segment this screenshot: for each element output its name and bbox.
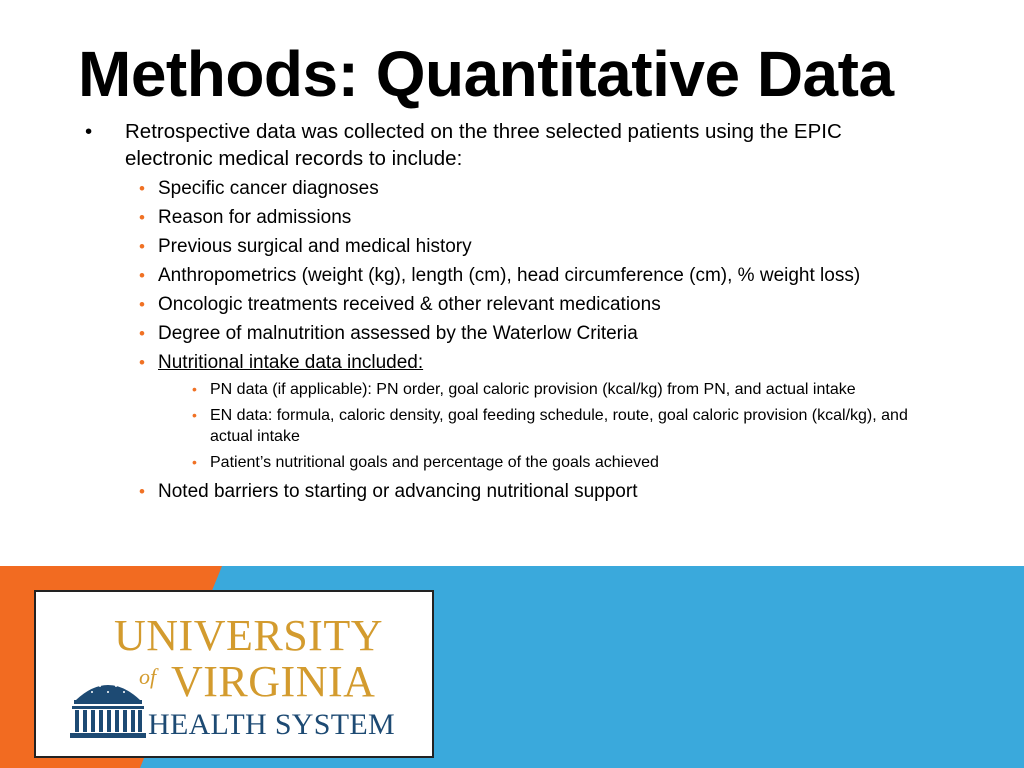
logo-text-virginia: VIRGINIA [171,657,376,706]
logo-text-of: of [139,664,157,689]
bullet-dot-icon: • [192,407,197,423]
list-item: • Specific cancer diagnoses [139,178,379,199]
bullet-dot-icon: • [139,266,145,285]
list-item: • EN data: formula, caloric density, goal feeding schedule, route, goal caloric provision (kcal/kg), and actual intake [192,407,908,445]
list-item: • Noted barriers to starting or advancing nutritional support [139,481,638,502]
bullet-dot-icon: • [139,482,145,501]
list-item: • Degree of malnutrition assessed by the Waterlow Criteria [139,323,638,344]
intro-text: Retrospective data was collected on the three selected patients using the EPIC electronic medical records to include: [125,120,842,170]
slide-title: Methods: Quantitative Data [78,38,894,110]
slide-content [0,118,1024,508]
list-item: • Previous surgical and medical history [139,236,472,257]
bullet-dot-icon: • [139,237,145,256]
list-item-nutrition [139,350,918,375]
bullet-list-level3 [0,379,1024,473]
bullet-dot-icon: • [139,295,145,314]
bullet-dot-icon: • [139,324,145,343]
list-item: • PN data (if applicable): PN order, goal caloric provision (kcal/kg) from PN, and actual intake [192,381,856,398]
list-item: • Reason for admissions [139,207,352,228]
bullet-dot-icon: • [139,208,145,227]
university-logo [34,590,434,758]
bullet-dot-icon: • [192,454,197,470]
bullet-list-level2 [0,176,1024,504]
bullet-dot-icon: • [139,179,145,198]
nutrition-heading: Nutritional intake data included: [158,352,424,373]
logo-text-health-system: HEALTH SYSTEM [148,708,395,741]
bullet-dot-icon: • [139,353,145,372]
list-item: • Oncologic treatments received & other relevant medications [139,294,661,315]
list-item: • Patient’s nutritional goals and percentage of the goals achieved [192,454,659,471]
rotunda-icon [70,670,146,740]
list-item: • Anthropometrics (weight (kg), length (cm), head circumference (cm), % weight loss) [139,265,861,286]
bullet-level1 [85,118,925,172]
bullet-dot-icon: • [192,381,197,397]
logo-text-university: UNIVERSITY [114,611,383,660]
bullet-dot-icon: • [85,120,93,143]
